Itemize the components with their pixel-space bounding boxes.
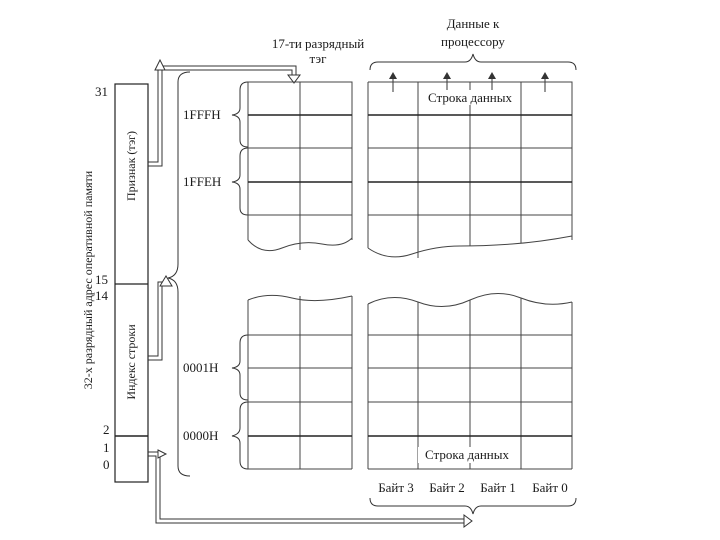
row-0000h-brace	[232, 402, 248, 469]
byte-2-label: Байт 2	[429, 480, 465, 495]
byte-1-label: Байт 1	[480, 480, 516, 495]
row-1ffeh-brace	[232, 148, 248, 215]
data-row-bottom-label: Строка данных	[424, 447, 510, 462]
bytes-brace	[370, 498, 576, 514]
tag-array-upper	[248, 82, 352, 251]
row-address-1ffeh: 1FFEH	[183, 174, 222, 189]
bit-1-label: 1	[103, 440, 110, 455]
byte-3-label: Байт 3	[378, 480, 414, 495]
tag-field-label: Признак (тэг)	[124, 130, 138, 202]
row-address-1fffh: 1FFFH	[183, 107, 221, 122]
tag-17bit-label-line1: 17-ти разрядный	[271, 36, 365, 51]
row-index-field-label: Индекс строки	[124, 324, 138, 400]
data-array-upper	[368, 82, 572, 258]
bit-31-label: 31	[95, 84, 108, 99]
address-32bit-label: 32-х разрядный адрес оперативной памяти	[81, 170, 95, 390]
row-address-0001h: 0001H	[183, 360, 219, 375]
bit-14-label: 14	[95, 288, 108, 303]
bit-15-label: 15	[95, 272, 108, 287]
data-to-cpu-brace	[370, 54, 576, 70]
row-selector-brace	[168, 72, 190, 476]
tag-17bit-label-line2: тэг	[309, 51, 327, 66]
row-0001h-brace	[232, 335, 248, 400]
tag-to-tag-array-arrow	[148, 60, 300, 166]
tag-array-lower	[248, 295, 352, 469]
byte-0-label: Байт 0	[532, 480, 568, 495]
row-address-0000h: 0000H	[183, 428, 219, 443]
data-row-top-label: Строка данных	[427, 90, 513, 105]
bit-2-label: 2	[103, 422, 110, 437]
bit-0-label: 0	[103, 457, 110, 472]
data-array-lower	[368, 293, 572, 469]
data-to-cpu-label-line2: процессору	[441, 34, 505, 49]
data-to-cpu-label-line1: Данные к	[446, 16, 500, 31]
index-to-row-arrow	[148, 276, 172, 360]
row-1fffh-brace	[232, 82, 248, 147]
